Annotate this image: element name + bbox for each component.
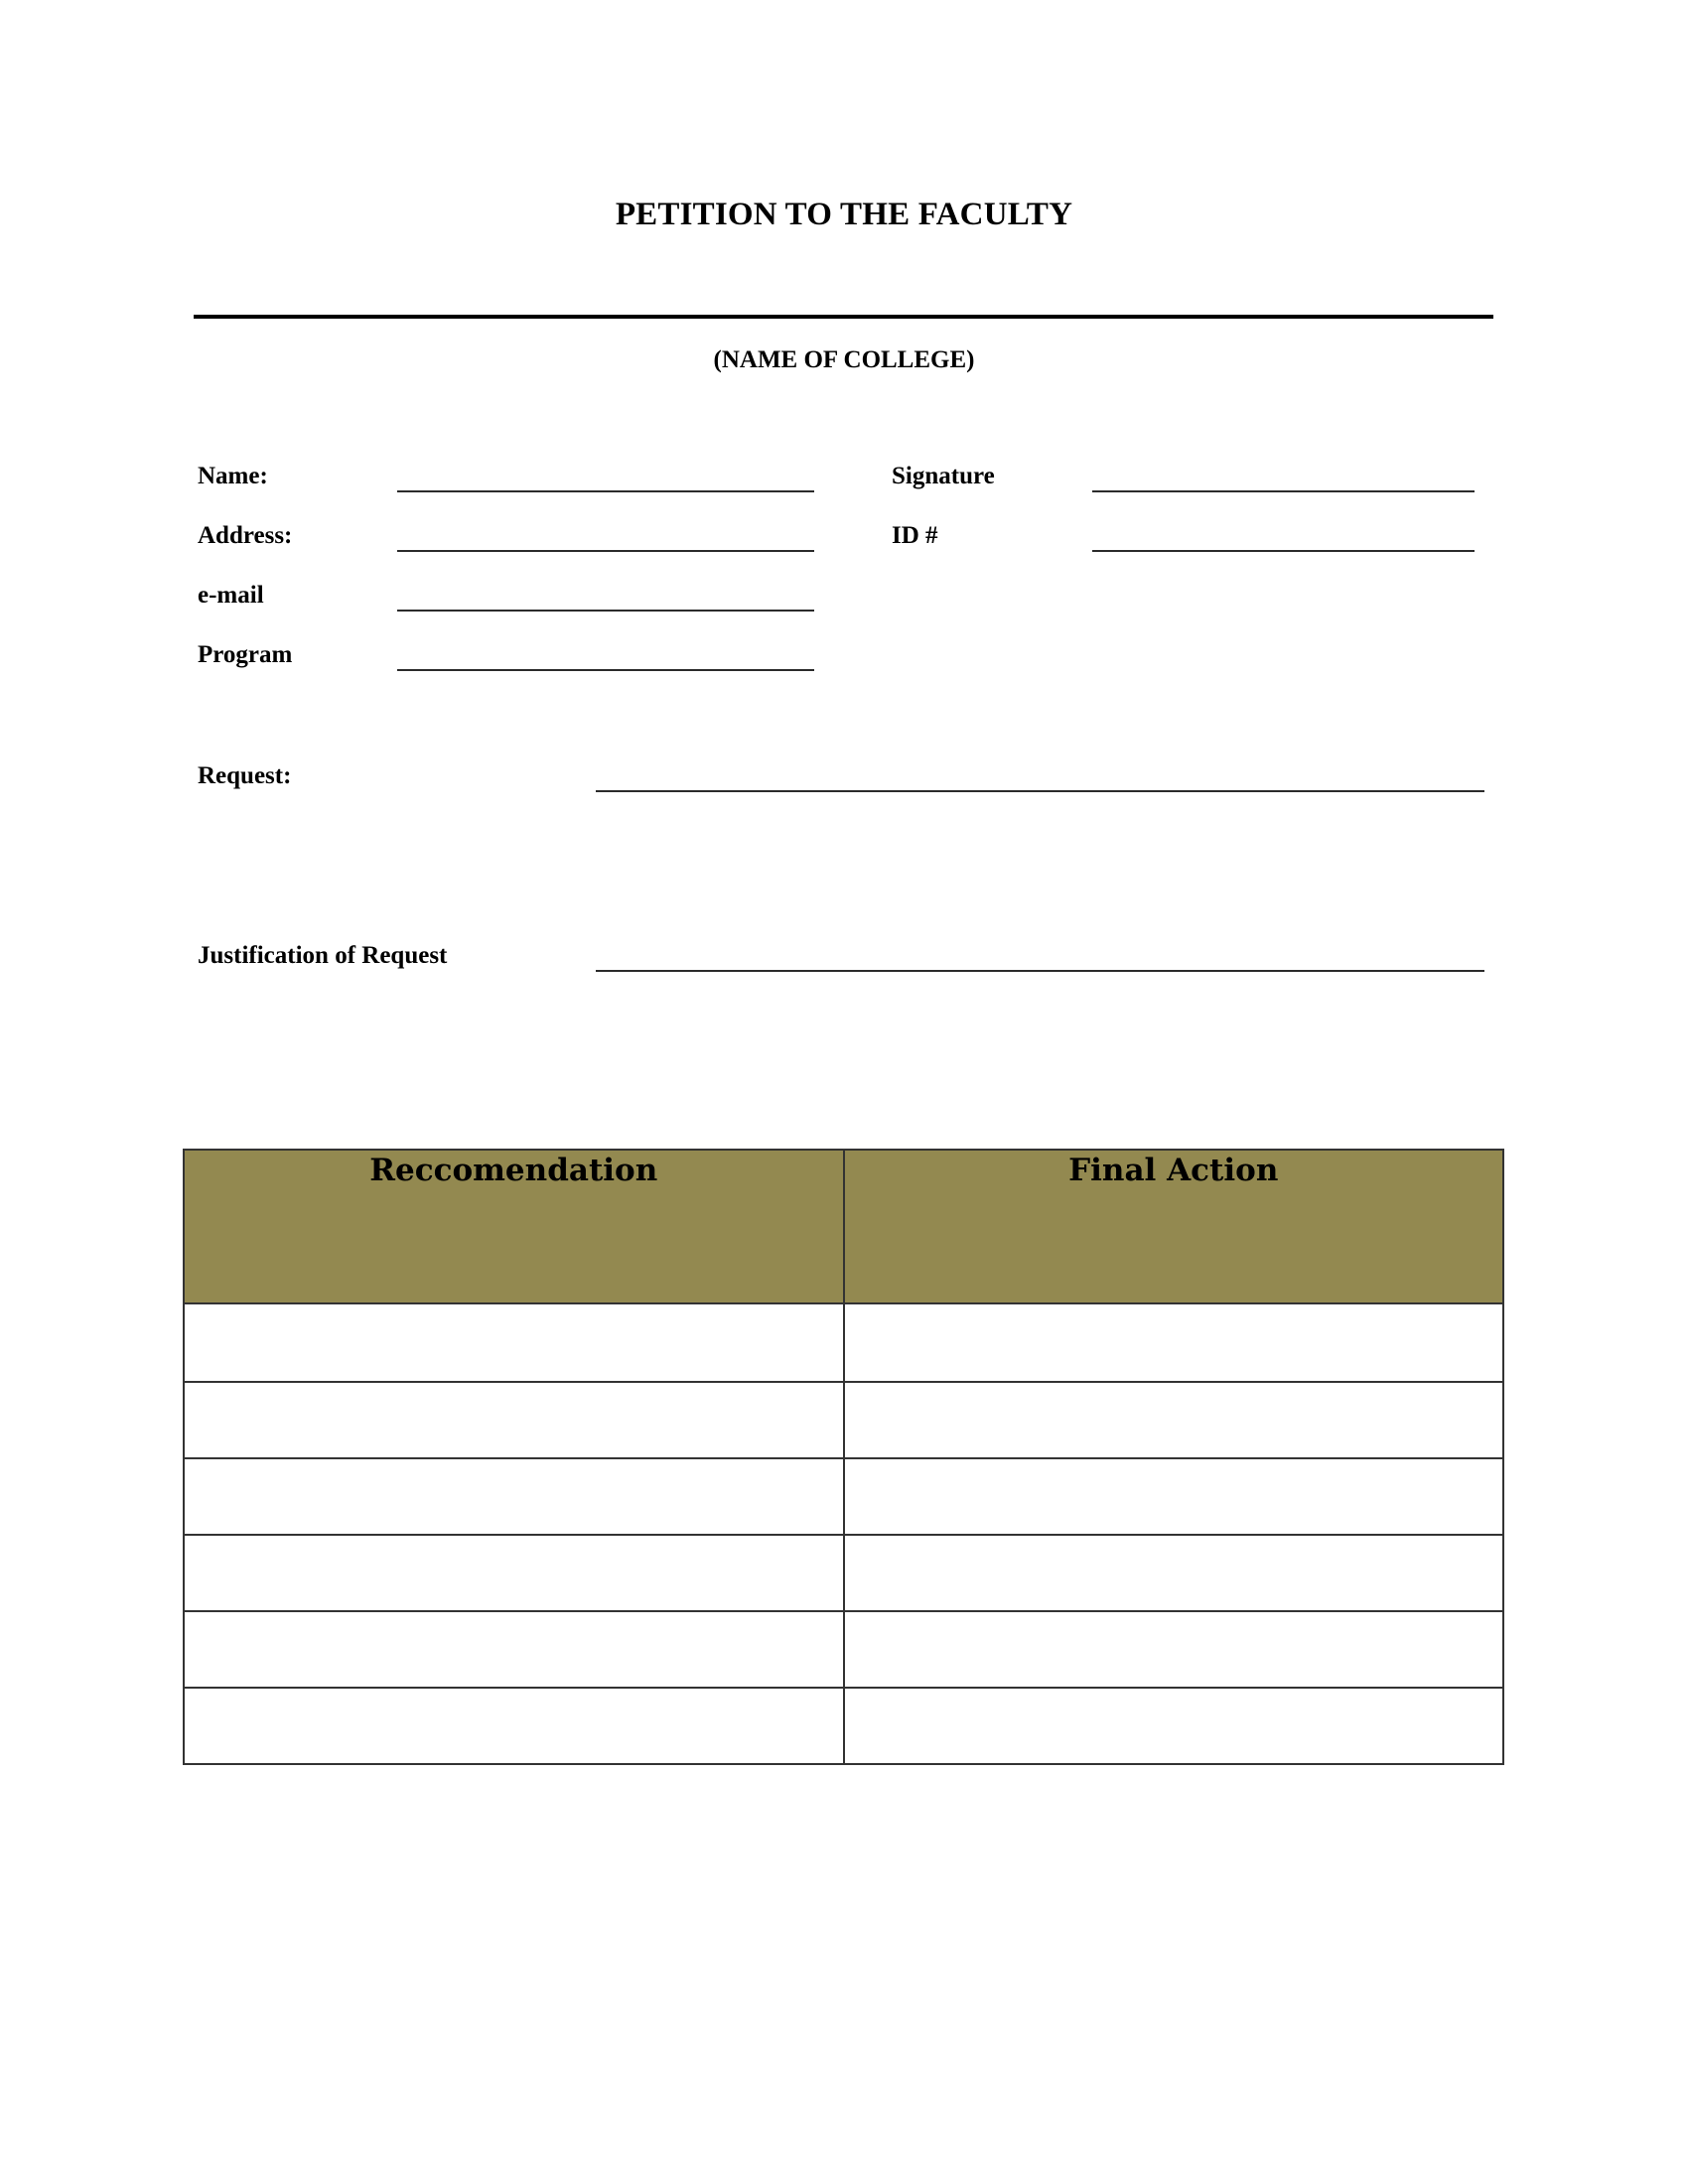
table-row xyxy=(185,1381,1502,1457)
name-field[interactable] xyxy=(397,462,818,491)
final-action-cell[interactable] xyxy=(843,1383,1503,1457)
table-header xyxy=(185,1151,1502,1304)
program-field[interactable] xyxy=(397,640,818,670)
table-row xyxy=(185,1687,1502,1763)
id-underline xyxy=(1092,550,1475,552)
college-name-placeholder: (NAME OF COLLEGE) xyxy=(713,346,975,373)
final-action-cell[interactable] xyxy=(843,1689,1503,1763)
table-row xyxy=(185,1534,1502,1610)
recommendation-cell[interactable] xyxy=(185,1689,843,1763)
recommendation-cell[interactable] xyxy=(185,1459,843,1534)
final-action-cell[interactable] xyxy=(843,1612,1503,1687)
recommendation-input[interactable] xyxy=(185,1612,843,1687)
table-row xyxy=(185,1457,1502,1534)
address-label: Address: xyxy=(198,522,293,549)
justification-field[interactable] xyxy=(596,941,1488,971)
name-underline xyxy=(397,490,814,492)
final-action-cell[interactable] xyxy=(843,1304,1503,1381)
final-action-input[interactable] xyxy=(845,1536,1503,1610)
name-label: Name: xyxy=(198,463,268,489)
table-body xyxy=(185,1304,1502,1763)
id-field[interactable] xyxy=(1092,521,1478,551)
justification-label: Justification of Request xyxy=(198,942,448,969)
request-label: Request: xyxy=(198,762,292,789)
program-label: Program xyxy=(198,641,293,668)
final-action-input[interactable] xyxy=(845,1612,1503,1687)
signature-field[interactable] xyxy=(1092,462,1478,491)
recommendation-input[interactable] xyxy=(185,1459,843,1534)
recommendation-cell[interactable] xyxy=(185,1536,843,1610)
id-label: ID # xyxy=(892,522,938,549)
request-field[interactable] xyxy=(596,761,1488,791)
column-header-final-action: Final Action xyxy=(843,1151,1503,1302)
email-label: e-mail xyxy=(198,582,264,609)
final-action-input[interactable] xyxy=(845,1304,1503,1381)
title-divider xyxy=(194,315,1493,319)
program-underline xyxy=(397,669,814,671)
table-row xyxy=(185,1304,1502,1381)
recommendation-input[interactable] xyxy=(185,1304,843,1381)
signature-label: Signature xyxy=(892,463,995,489)
request-underline xyxy=(596,790,1484,792)
recommendation-cell[interactable] xyxy=(185,1612,843,1687)
email-field[interactable] xyxy=(397,581,818,611)
recommendation-input[interactable] xyxy=(185,1536,843,1610)
recommendation-cell[interactable] xyxy=(185,1383,843,1457)
recommendation-action-table xyxy=(183,1149,1504,1765)
email-underline xyxy=(397,610,814,612)
recommendation-cell[interactable] xyxy=(185,1304,843,1381)
recommendation-input[interactable] xyxy=(185,1689,843,1763)
final-action-input[interactable] xyxy=(845,1383,1503,1457)
final-action-input[interactable] xyxy=(845,1689,1503,1763)
justification-underline xyxy=(596,970,1484,972)
page-title: PETITION TO THE FACULTY xyxy=(615,197,1073,232)
final-action-input[interactable] xyxy=(845,1459,1503,1534)
column-header-recommendation: Reccomendation xyxy=(369,1153,658,1188)
recommendation-input[interactable] xyxy=(185,1383,843,1457)
signature-underline xyxy=(1092,490,1475,492)
table-row xyxy=(185,1610,1502,1687)
address-field[interactable] xyxy=(397,521,818,551)
final-action-cell[interactable] xyxy=(843,1536,1503,1610)
address-underline xyxy=(397,550,814,552)
final-action-cell[interactable] xyxy=(843,1459,1503,1534)
